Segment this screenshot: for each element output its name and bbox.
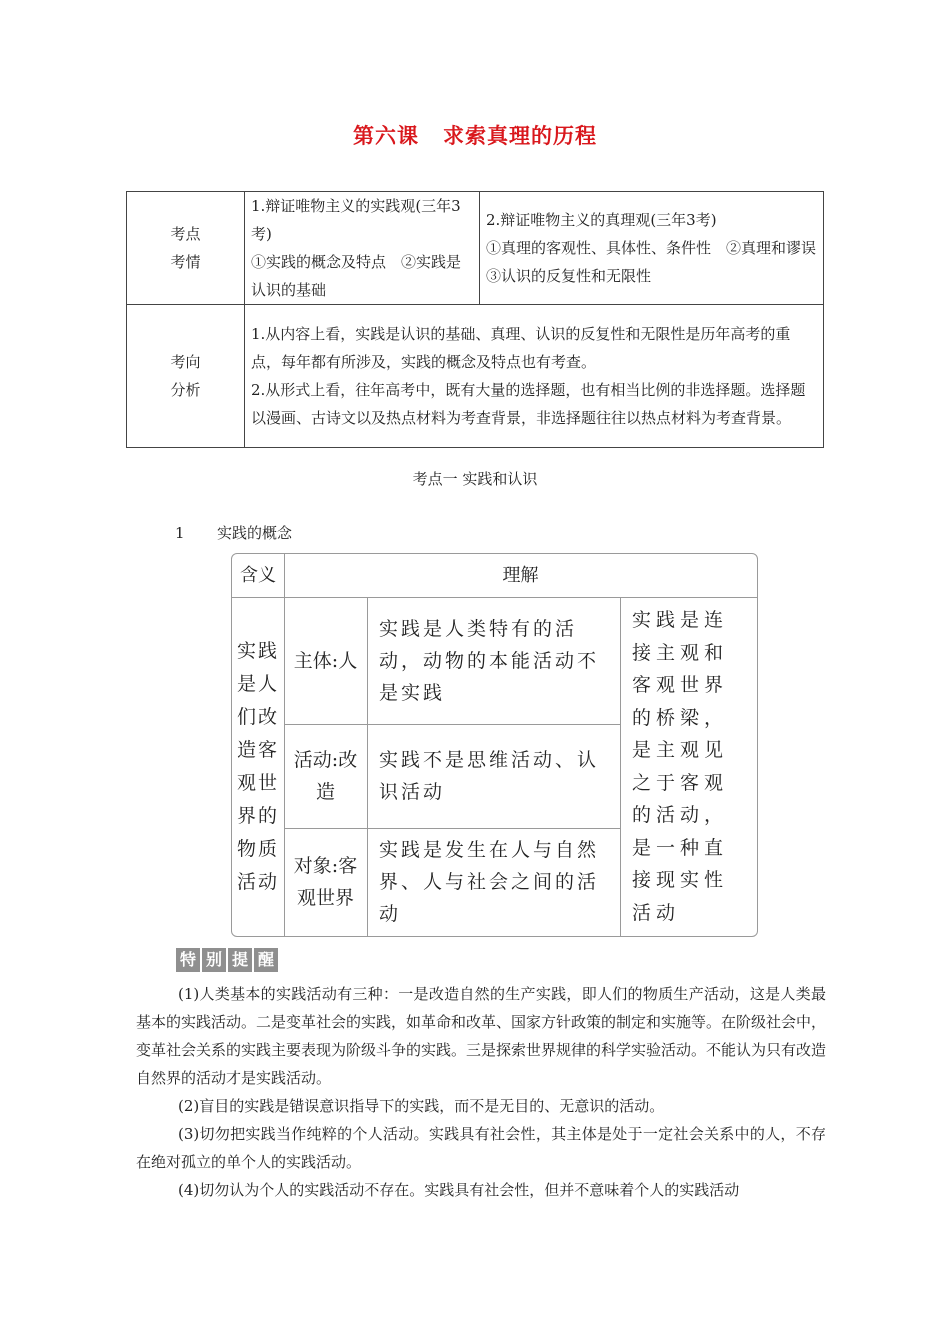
note-paragraph: (4)切勿认为个人的实践活动不存在。实践具有社会性，但并不意味着个人的实践活动 bbox=[178, 1181, 740, 1199]
lesson-number: 第六课 bbox=[353, 124, 419, 148]
subheading: 1 实践的概念 bbox=[175, 524, 293, 542]
exam-info-table bbox=[126, 191, 832, 448]
exam-situation-head: 考点 考情 bbox=[127, 192, 245, 305]
practice-definition: 实践是人们改造客观世界的物质活动 bbox=[236, 639, 279, 893]
exam-direction-cell: 1.从内容上看，实践是认识的基础、真理、认识的反复性和无限性是历年高考的重点，每年都有所涉及，实践的概念及特点也有考查。 2.从形式上看，往年高考中，既有大量的选择题，也有相当比例的非选择题。选择题以漫画、古诗文以及热点材料为考查背景，非选择题往往以热点材料为考查背景。 bbox=[245, 305, 824, 448]
page-title bbox=[0, 120, 950, 150]
truth-view-cell: 2.辩证唯物主义的真理观(三年3考) ①真理的客观性、具体性、条件性 ②真理和谬误 ③认识的反复性和无限性 bbox=[480, 192, 824, 305]
reminder-notes bbox=[136, 980, 826, 1204]
special-reminder-badge: 特 别 提 醒 bbox=[176, 948, 278, 972]
note-paragraph: (1)人类基本的实践活动有三种：一是改造自然的生产实践，即人们的物质生产活动，这是人类最基本的实践活动。二是变革社会的实践，如革命和改革、国家方针政策的制定和实施等。在阶级社会中，变革社会关系的实践主要表现为阶级斗争的实践。三是探索世界规律的科学实验活动。不能认为只有改造自然界的活动才是实践活动。 bbox=[136, 985, 827, 1087]
divider bbox=[620, 597, 621, 936]
concept-table bbox=[231, 553, 758, 937]
section-title: 考点一 实践和认识 bbox=[412, 470, 538, 488]
explanation-activity: 实践不是思维活动、认识活动 bbox=[379, 749, 600, 803]
exam-direction-head: 考向 分析 bbox=[127, 305, 245, 448]
divider bbox=[367, 597, 368, 936]
explanation-subject: 实践是人类特有的活动，动物的本能活动不是实践 bbox=[379, 617, 600, 704]
practice-view-cell: 1.辩证唯物主义的实践观(三年3考) ①实践的概念及特点 ②实践是认识的基础 bbox=[245, 192, 480, 305]
lesson-name: 求索真理的历程 bbox=[443, 124, 597, 148]
explanation-object: 实践是发生在人与自然界、人与社会之间的活动 bbox=[379, 839, 600, 925]
aspect-subject: 主体:人 bbox=[293, 649, 358, 672]
note-paragraph: (2)盲目的实践是错误意识指导下的实践，而不是无目的、无意识的活动。 bbox=[178, 1097, 665, 1115]
aspect-activity: 活动:改造 bbox=[293, 749, 358, 803]
note-paragraph: (3)切勿把实践当作纯粹的个人活动。实践具有社会性，其主体是处于一定社会关系中的人，不存在绝对孤立的单个人的实践活动。 bbox=[136, 1125, 826, 1171]
aspect-object: 对象:客观世界 bbox=[293, 855, 358, 909]
header-understanding: 理解 bbox=[502, 564, 539, 586]
header-meaning: 含义 bbox=[240, 564, 276, 586]
practice-summary: 实践是连接主观和客观世界的桥梁，是主观见之于客观的活动，是一种直接现实性活动 bbox=[632, 609, 729, 924]
